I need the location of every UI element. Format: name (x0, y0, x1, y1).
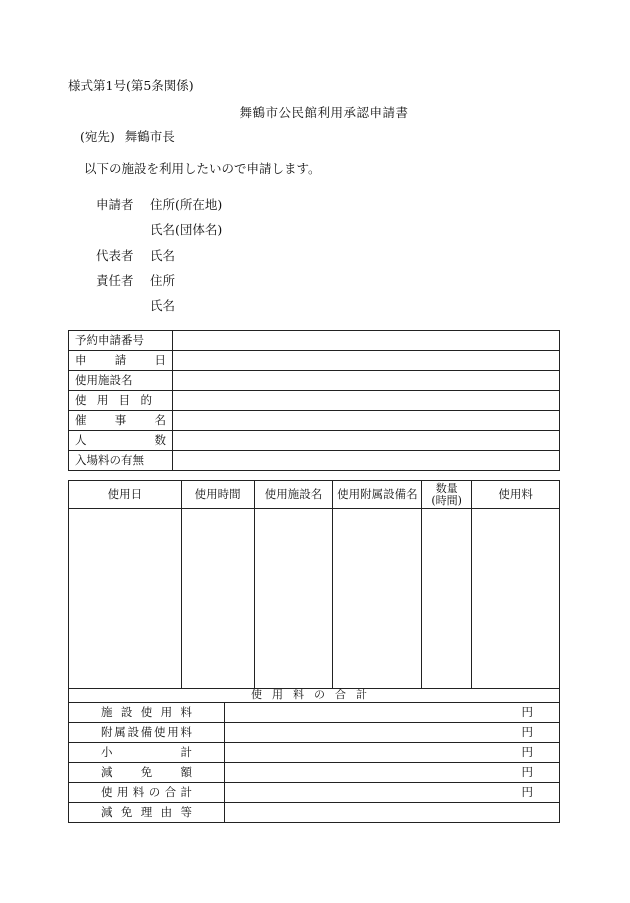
addressee-name: 舞鶴市長 (124, 129, 175, 144)
table-row (69, 783, 560, 803)
table-row (69, 391, 560, 411)
addressee (80, 127, 175, 145)
intro-text: 以下の施設を利用したいので申請します。 (84, 161, 321, 176)
usage-header-quantity: 数量 (時間) (422, 481, 472, 509)
info-value-application-date[interactable] (173, 351, 560, 371)
info-value-purpose[interactable] (173, 391, 560, 411)
info-label-admission-fee: 入場料の有無 (69, 451, 173, 471)
applicant-name-label: 氏名(団体名) (150, 222, 223, 237)
representative-label: 代表者 (96, 248, 134, 263)
info-value-reservation-number[interactable] (173, 331, 560, 351)
fee-label-total: 使用料の合計 (101, 785, 192, 800)
yen-unit: 円 (521, 785, 533, 800)
info-value-facility-name[interactable] (173, 371, 560, 391)
fee-label-equipment: 附属設備使用料 (101, 725, 192, 740)
applicant-label: 申請者 (96, 197, 134, 212)
usage-cell-date[interactable] (69, 509, 182, 689)
table-row (69, 371, 560, 391)
manager-address-label: 住所 (150, 273, 176, 288)
table-row (69, 803, 560, 823)
fee-value-facility[interactable] (225, 703, 560, 723)
applicant-address-label: 住所(所在地) (150, 197, 223, 212)
usage-table-header (69, 481, 560, 509)
document-title: 舞鶴市公民館利用承認申請書 (239, 105, 409, 120)
fee-label-subtotal: 小計 (101, 745, 192, 760)
usage-header-equipment: 使用附属設備名 (333, 481, 422, 509)
fee-value-reduction-reason[interactable] (225, 803, 560, 823)
usage-cell-fee[interactable] (472, 509, 560, 689)
table-row (69, 431, 560, 451)
fee-total-header: 使用料の合計 (69, 689, 560, 703)
usage-cell-time[interactable] (181, 509, 254, 689)
fee-total-header-row (69, 689, 560, 703)
info-value-attendees[interactable] (173, 431, 560, 451)
fee-label-reduction-reason: 減免理由等 (101, 805, 192, 820)
table-row (69, 331, 560, 351)
table-row (69, 411, 560, 431)
application-info-table (68, 330, 560, 471)
fee-value-total[interactable] (225, 783, 560, 803)
usage-header-date: 使用日 (69, 481, 182, 509)
info-label-purpose: 使用目的 (75, 393, 152, 408)
info-value-event-name[interactable] (173, 411, 560, 431)
addressee-prefix: (宛先) (80, 129, 115, 144)
table-row (69, 703, 560, 723)
usage-header-time: 使用時間 (181, 481, 254, 509)
yen-unit: 円 (521, 765, 533, 780)
usage-table (68, 480, 560, 689)
table-row (69, 351, 560, 371)
fee-value-subtotal[interactable] (225, 743, 560, 763)
table-row (69, 451, 560, 471)
info-label-facility-name: 使用施設名 (69, 371, 173, 391)
usage-table-body (69, 509, 560, 689)
fee-label-facility: 施設使用料 (101, 705, 192, 720)
usage-cell-equipment[interactable] (333, 509, 422, 689)
info-label-attendees: 人数 (75, 433, 166, 448)
fee-value-equipment[interactable] (225, 723, 560, 743)
table-row (69, 743, 560, 763)
usage-cell-quantity[interactable] (422, 509, 472, 689)
usage-header-facility: 使用施設名 (254, 481, 333, 509)
info-label-event-name: 催事名 (75, 413, 166, 428)
usage-header-fee: 使用料 (472, 481, 560, 509)
table-row (69, 723, 560, 743)
yen-unit: 円 (521, 745, 533, 760)
usage-cell-facility[interactable] (254, 509, 333, 689)
fee-table (68, 688, 560, 823)
manager-name-label: 氏名 (150, 298, 176, 313)
fee-value-reduction[interactable] (225, 763, 560, 783)
table-row (69, 763, 560, 783)
info-value-admission-fee[interactable] (173, 451, 560, 471)
representative-name-label: 氏名 (150, 248, 176, 263)
manager-label: 責任者 (96, 273, 134, 288)
fee-label-reduction: 減免額 (101, 765, 192, 780)
yen-unit: 円 (521, 705, 533, 720)
info-label-reservation-number: 予約申請番号 (69, 331, 173, 351)
yen-unit: 円 (521, 725, 533, 740)
form-number: 様式第1号(第5条関係) (68, 78, 194, 93)
info-label-application-date: 申請日 (75, 353, 166, 368)
